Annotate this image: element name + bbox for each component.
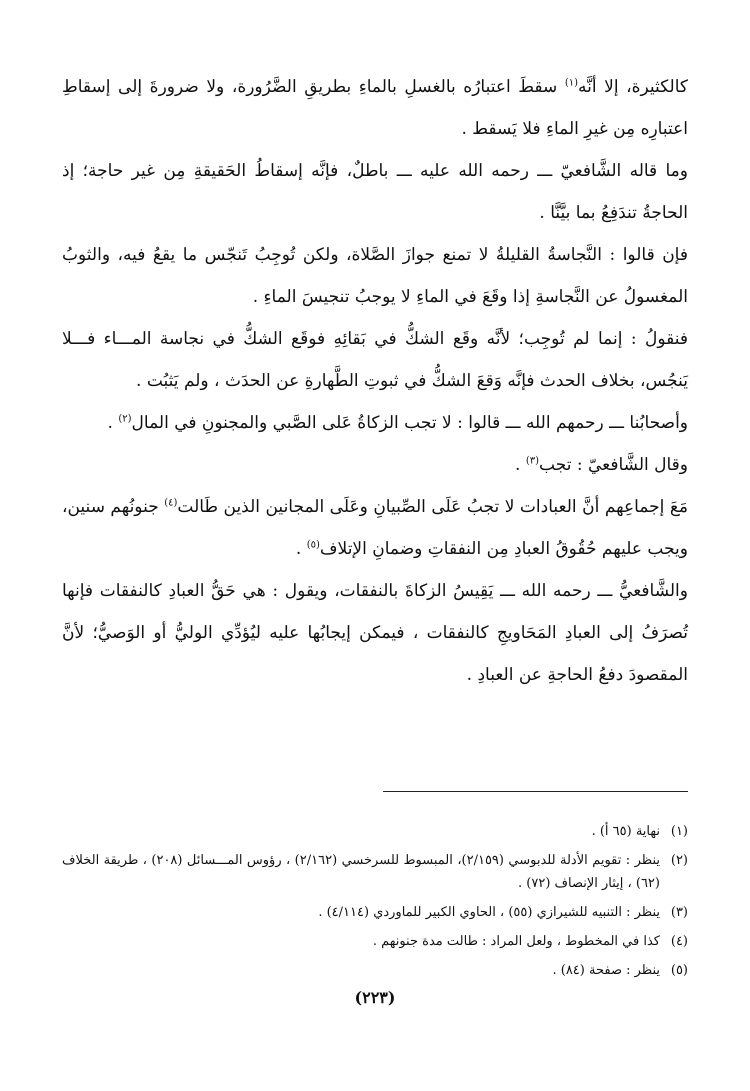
footnote-ref-2: (٢) <box>118 413 132 425</box>
paragraph-7-start: مَعَ إجماعِهم أنَّ العبادات لا تجبُ عَلَى الصِّبيانِ وعَلَى المجانين الذين طَالت <box>177 497 688 517</box>
footnote-text: كذا في المخطوط ، ولعل المراد : طالت مدة جنونهم . <box>372 934 660 949</box>
footnote-text: ينظر : التنبيه للشيرازي (٥٥) ، الحاوي الكبير للماوردي (٤/١١٤) . <box>318 905 660 920</box>
main-text <box>62 66 688 696</box>
footnote-text: ينظر : تقويم الأدلة للدبوسي (٢/١٥٩)، المبسوط للسرخسي (٢/١٦٢) ، رؤوس المـــسائل (٢٠٨) ، طريقة الخلاف (٦٢) ، إيثار الإنصاف (٧٢) . <box>62 853 661 891</box>
footnote-number: (٥) <box>670 963 688 978</box>
footnote-separator <box>383 791 688 792</box>
paragraph-8: والشَّافعيُّ ـــ رحمه الله ـــ يَقِيسُ الزكاةَ بالنفقات، ويقول : هي حَقُّ العبادِ كالنفقات فإنها تُصرَفُ إلى العبادِ المَحَاويجِ كالنفقات ، فيمكن إيجابُها عليه ليُؤدِّي الوليُّ أو الوَصيُّ؛ لأنَّ المقصودَ دفعُ الحاجةِ عن العبادِ . <box>62 581 688 685</box>
footnote-3 <box>62 901 688 924</box>
footnote-ref-4: (٤) <box>164 497 178 509</box>
paragraph-2: وما قاله الشَّافعيّ ـــ رحمه الله عليه ـــ باطلٌ، فإنَّه إسقاطُ الحَقيقةِ مِن غير حاجة؛ إذ الحاجةُ تندَفِعُ بما بيَّنَّا . <box>62 161 688 223</box>
footnote-1 <box>62 820 688 843</box>
footnote-4 <box>62 930 688 953</box>
footnote-5 <box>62 959 688 982</box>
page-number: (٢٢٣) <box>354 988 396 1007</box>
paragraph-1-rest: سقطَ اعتبارُه بالغسلِ بالماءِ بطريقِ الضَّرُورة، ولا ضرورةَ إلى إسقاطِ اعتبارِه مِن غيرِ الماءِ فلا يَسقط . <box>62 77 688 139</box>
footnotes <box>62 820 688 988</box>
paragraph-5-end: . <box>107 413 119 433</box>
paragraph-7-end: . <box>295 539 307 559</box>
footnote-number: (٤) <box>670 934 688 949</box>
paragraph-4: فنقولُ : إنما لم تُوجِب؛ لأنَّه وقَع الشكُّ في بَقائِهِ فوقَع الشكُّ في نجاسة المـــاء فـــلا يَنجُس، بخلاف الحدث فإنَّه وَقعَ الشكُّ في ثبوتِ الطَّهارةِ عن الحدَث ، ولم يَثبُت . <box>62 329 688 391</box>
paragraph-7 <box>62 486 688 570</box>
footnote-number: (٢) <box>670 853 688 868</box>
footnote-text: نهاية (٦٥ أ) . <box>591 824 660 839</box>
footnote-ref-5: (٥) <box>306 539 320 551</box>
footnote-2 <box>62 849 688 895</box>
footnote-ref-1: (١) <box>564 77 579 89</box>
paragraph-3: فإن قالوا : النَّجاسةُ القليلةُ لا تمنع جوازَ الصَّلاة، ولكن تُوجِبُ تَنجّس ما يقعُ فيه، والثوبُ المغسولُ عن النَّجاسةِ إذا وقَعَ في الماءِ لا يوجبُ تنجيسَ الماءِ . <box>62 245 688 307</box>
footnote-ref-3: (٣) <box>525 455 540 467</box>
paragraph-5-text: وأصحابُنا ـــ رحمهم الله ـــ قالوا : لا تجب الزكاةُ عَلى الصَّبي والمجنونِ في المال <box>131 413 688 433</box>
paragraph-6-text: وقال الشَّافعيّ : تجب <box>539 455 688 475</box>
paragraph-1 <box>62 66 688 150</box>
paragraph-7-middle: جنونُهم سنين، ويجب عليهم حُقُوقُ العبادِ مِن النفقاتِ وضمانِ الإتلاف <box>62 497 688 559</box>
paragraph-6-end: . <box>515 455 526 475</box>
footnote-number: (٣) <box>670 905 688 920</box>
footnote-text: ينظر : صفحة (٨٤) . <box>552 963 660 978</box>
paragraph-5 <box>62 402 688 444</box>
footnote-number: (١) <box>670 824 688 839</box>
paragraph-1-start: كالكثيرة، إلا أنَّه <box>578 77 688 97</box>
paragraph-6 <box>62 444 688 486</box>
